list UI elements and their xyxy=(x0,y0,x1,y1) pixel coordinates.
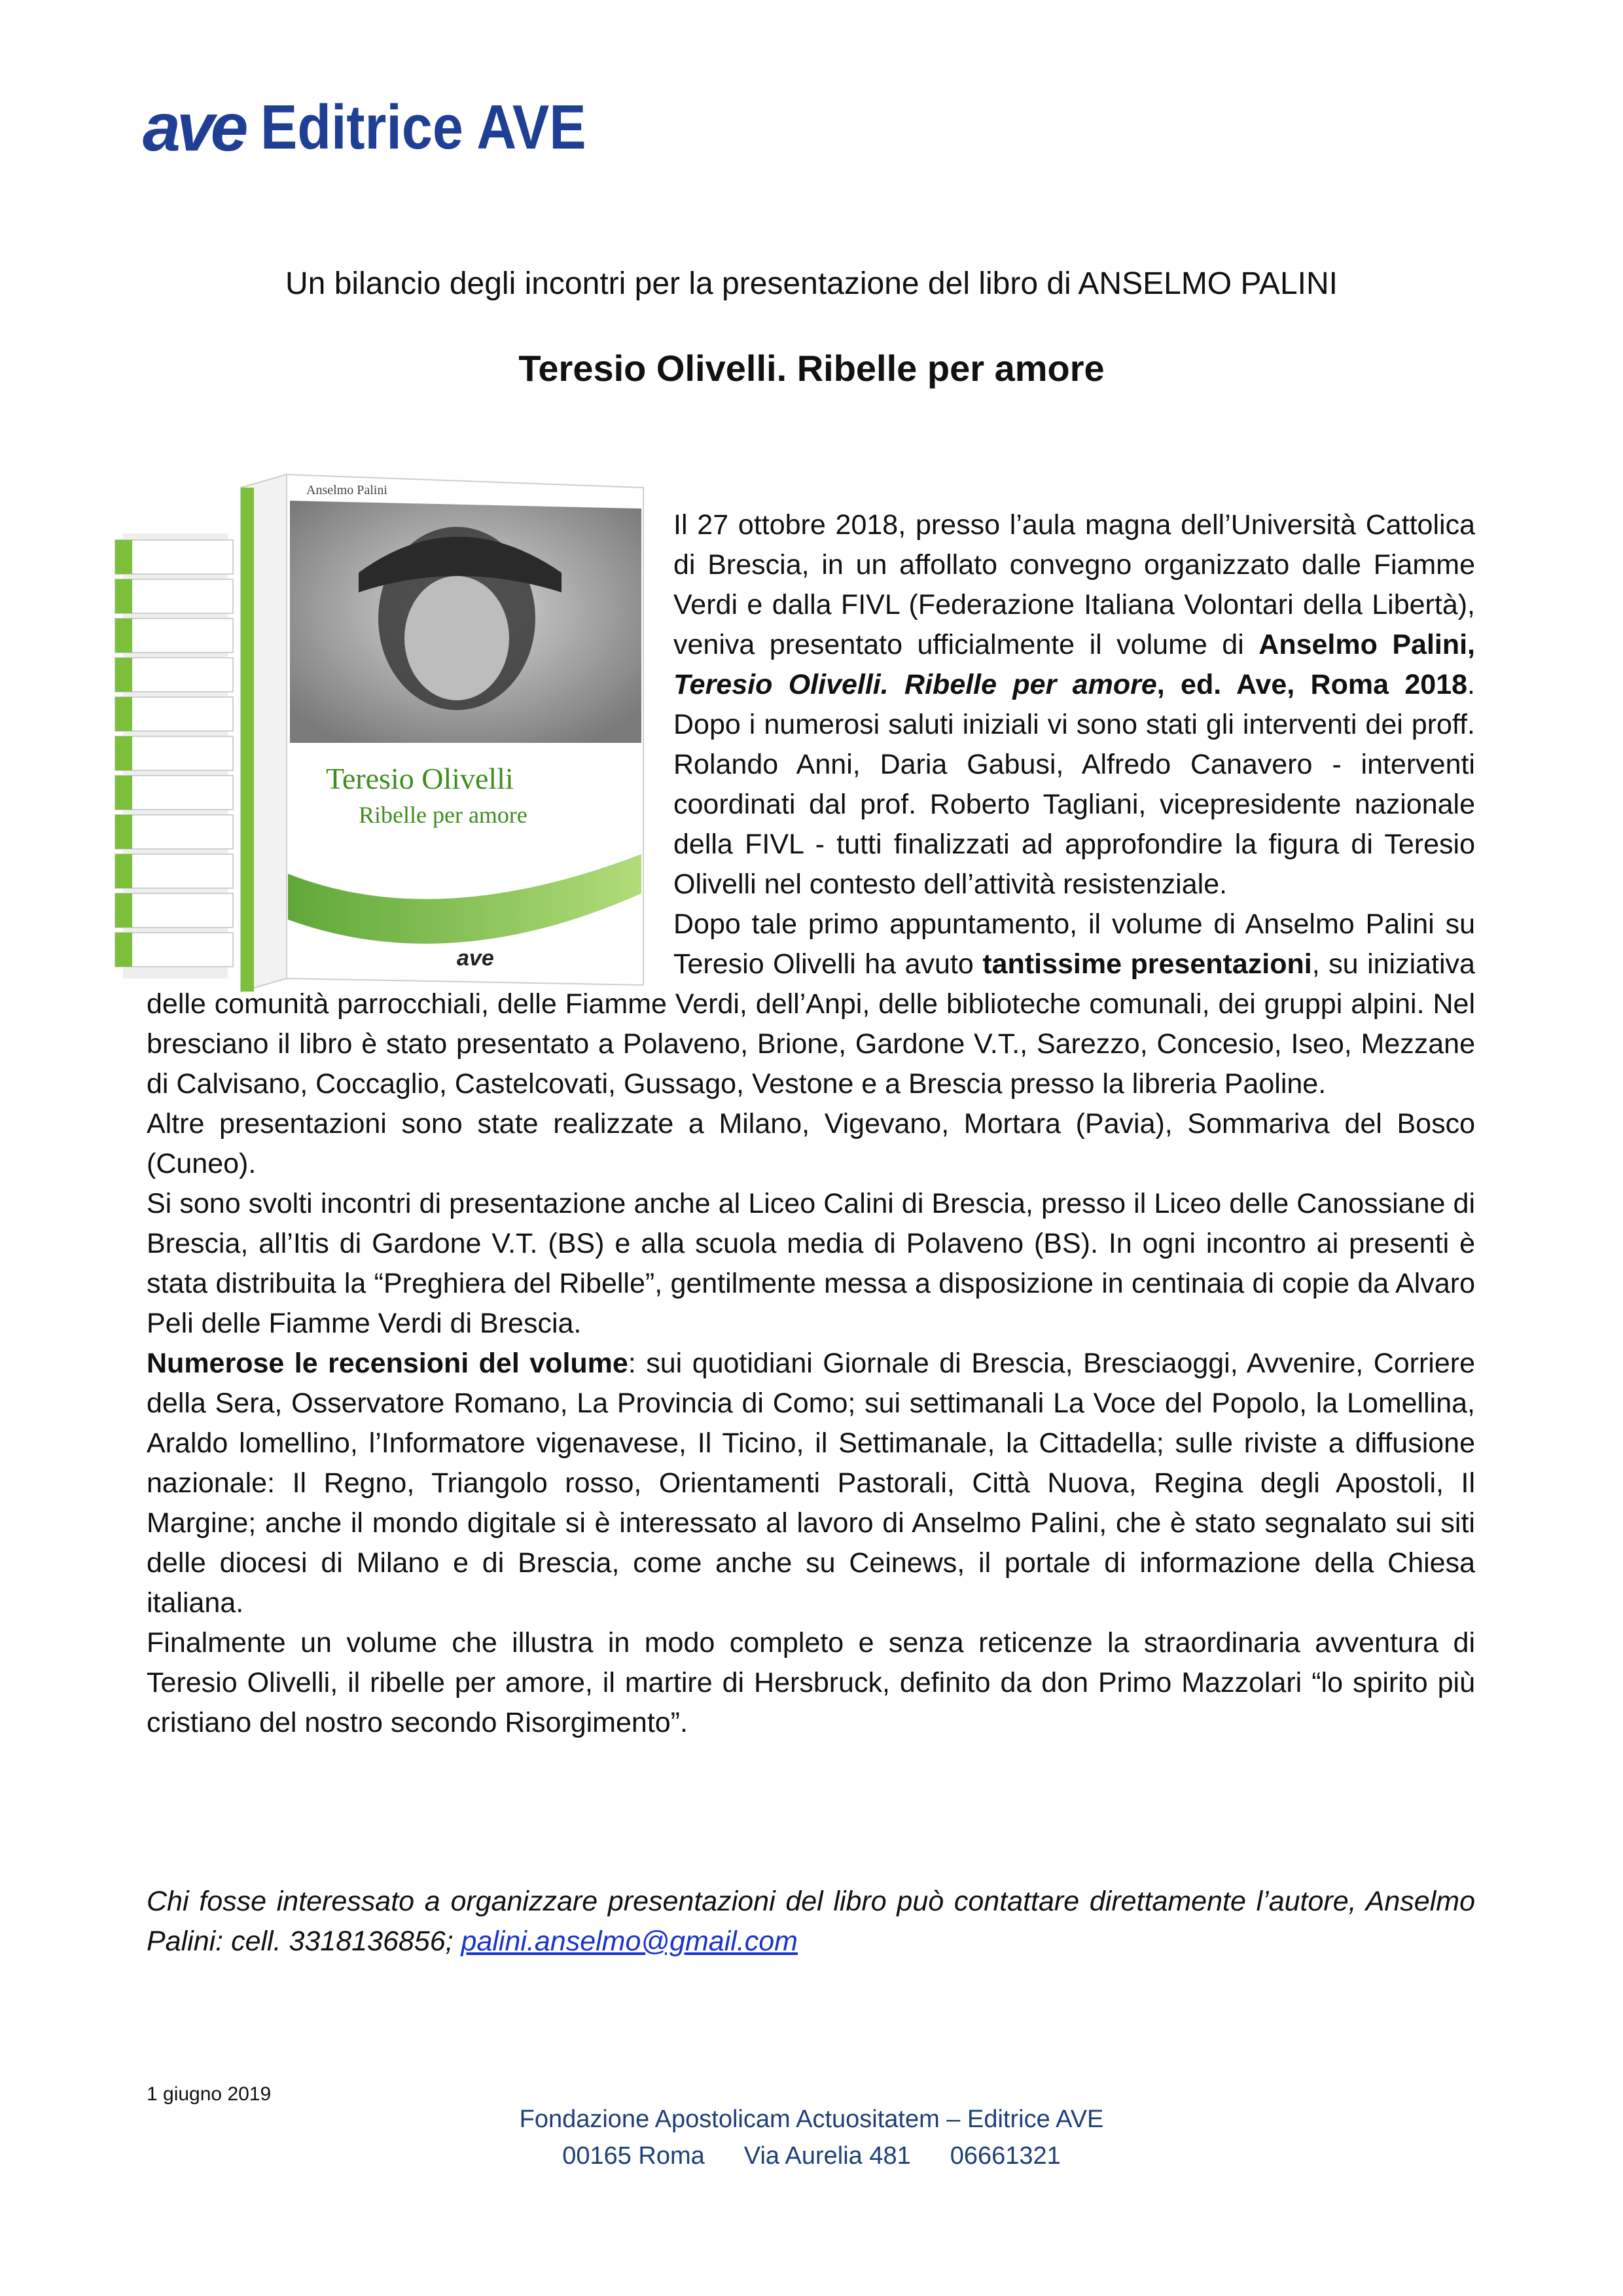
paragraph-1: Il 27 ottobre 2018, presso l’aula magna dell’Università Cattolica di Brescia, in un affollato convegno organizzato dalle Fiamme Verdi e dalla FIVL (Federazione Italiana Volontari della Libertà), veniva presentato ufficialmente il volume di Anselmo Palini, Teresio Olivelli. Ribelle per amore, ed. Ave, Roma 2018. Dopo i numerosi saluti iniziali vi sono stati gli interventi dei proff. Rolando Anni, Daria Gabusi, Alfredo Canavero - interventi coordinati dal prof. Roberto Tagliani, vicepresidente nazionale della FIVL - tutti finalizzati ad approfondire la figura di Teresio Olivelli nel contesto dell’attività resistenziale. xyxy=(673,509,1476,900)
paragraph-2: Dopo tale primo appuntamento, il volume di Anselmo Palini su Teresio Olivelli ha avuto tantissime presentazioni, su iniziativa delle comunità parrocchiali, delle Fiamme Verdi, dell’Anpi, delle biblioteche comunali, dei gruppi alpini. Nel bresciano il libro è stato presentato a Polaveno, Brione, Gardone V.T., Sarezzo, Concesio, Iseo, Mezzane di Calvisano, Coccaglio, Castelcovati, Gussago, Vestone e a Brescia presso la libreria Paoline. xyxy=(147,908,1475,1100)
cover-title-line1: Teresio Olivelli xyxy=(326,762,514,795)
document-date: 1 giugno 2019 xyxy=(147,2083,272,2105)
ave-logo-mark: ave xyxy=(143,90,245,166)
footer-street: Via Aurelia 481 xyxy=(743,2142,911,2170)
document-subtitle: Un bilancio degli incontri per la presentazione del libro di ANSELMO PALINI xyxy=(285,266,1338,301)
author-email-link[interactable]: palini.anselmo@gmail.com xyxy=(461,1926,798,1957)
paragraph-6: Finalmente un volume che illustra in modo completo e senza reticenze la straordinaria avventura di Teresio Olivelli, il ribelle per amore, il martire di Hersbruck, definito da don Primo Mazzolari “lo spirito più cristiano del nostro secondo Risorgimento”. xyxy=(147,1627,1475,1738)
paragraph-5: Numerose le recensioni del volume: sui quotidiani Giornale di Brescia, Bresciaoggi, Avvenire, Corriere della Sera, Osservatore Romano, La Provincia di Como; sui settimanali La Voce del Popolo, la Lomellina, Araldo lomellino, l’Informatore vigenavese, Il Ticino, il Settimanale, la Cittadella; sulle riviste a diffusione nazionale: Il Regno, Triangolo rosso, Orientamenti Pastorali, Città Nuova, Regina degli Apostoli, Il Margine; anche il mondo digitale si è interessato al lavoro di Anselmo Palini, che è stato segnalato sui siti delle diocesi di Milano e di Brescia, come anche su Ceinews, il portale di informazione della Chiesa italiana. xyxy=(147,1348,1475,1619)
contact-note: Chi fosse interessato a organizzare presentazioni del libro può contattare direttamente l’autore, Anselmo Palini: cell. 3318136856; palini.anselmo@gmail.com xyxy=(147,1886,1475,1957)
cover-title-line2: Ribelle per amore xyxy=(359,802,527,828)
logo-text: Editrice AVE xyxy=(260,92,586,162)
footer-phone: 06661321 xyxy=(950,2142,1061,2170)
publisher-logo xyxy=(143,92,630,164)
footer-organization: Fondazione Apostolicam Actuositatem – Editrice AVE xyxy=(519,2106,1104,2133)
article-body xyxy=(147,505,1475,1743)
paragraph-3: Altre presentazioni sono state realizzate a Milano, Vigevano, Mortara (Pavia), Sommariva del Bosco (Cuneo). xyxy=(147,1108,1475,1179)
cover-publisher-mark: ave xyxy=(457,946,494,971)
footer-city: 00165 Roma xyxy=(562,2142,705,2170)
document-title: Teresio Olivelli. Ribelle per amore xyxy=(518,348,1105,389)
cover-author: Anselmo Palini xyxy=(306,483,387,497)
paragraph-4: Si sono svolti incontri di presentazione anche al Liceo Calini di Brescia, presso il Liceo delle Canossiane di Brescia, all’Itis di Gardone V.T. (BS) e alla scuola media di Polaveno (BS). In ogni incontro ai presenti è stata distribuita la “Preghiera del Ribelle”, gentilmente messa a disposizione in centinaia di copie da Alvaro Peli delle Fiamme Verdi di Brescia. xyxy=(147,1188,1475,1339)
footer-address xyxy=(0,2138,1623,2174)
